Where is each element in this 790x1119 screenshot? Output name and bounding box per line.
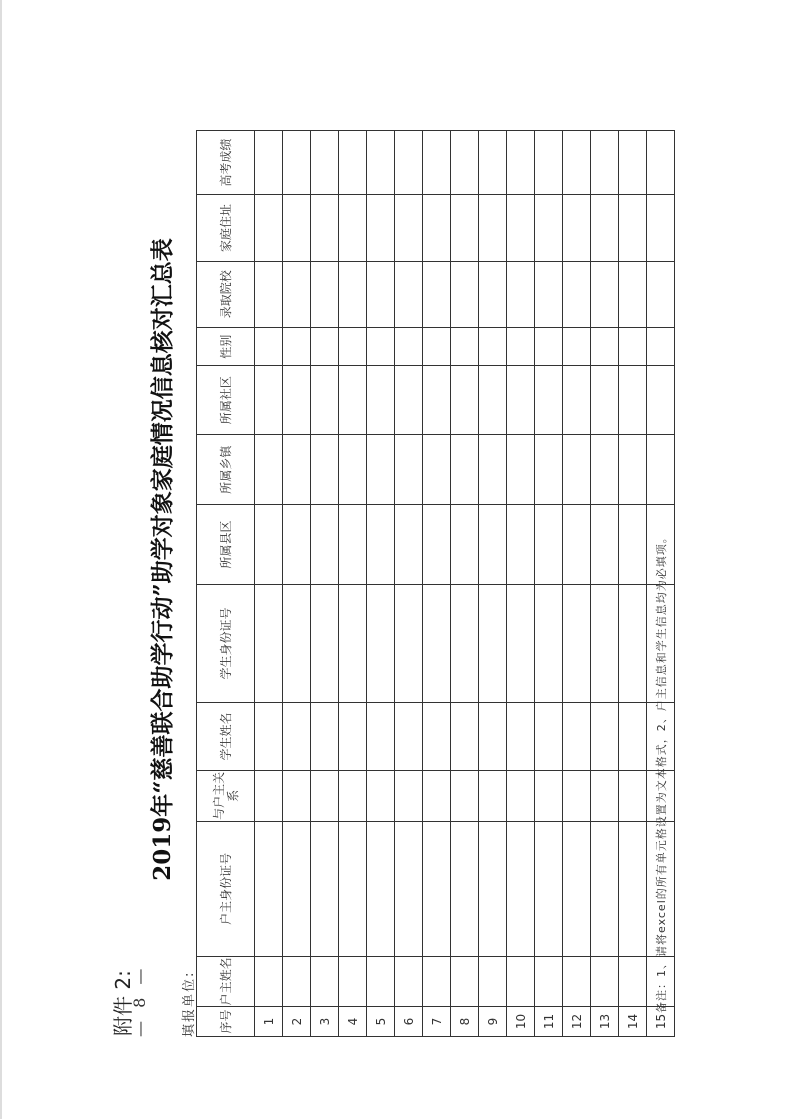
empty-cell — [311, 770, 339, 821]
table-row — [339, 131, 367, 1037]
empty-cell — [339, 366, 367, 434]
empty-cell — [339, 956, 367, 1006]
row-index-cell: 3 — [311, 1007, 339, 1037]
empty-cell — [423, 366, 451, 434]
page-number: — 8 — — [130, 964, 149, 1037]
empty-cell — [563, 703, 591, 770]
empty-cell — [591, 261, 619, 327]
column-header-home-address: 家庭住址 — [197, 195, 255, 261]
empty-cell — [647, 366, 675, 434]
empty-cell — [479, 584, 507, 703]
table-row — [563, 131, 591, 1037]
empty-cell — [395, 261, 423, 327]
empty-cell — [255, 822, 283, 957]
row-index-cell: 12 — [563, 1007, 591, 1037]
empty-cell — [619, 703, 647, 770]
empty-cell — [311, 131, 339, 195]
column-header-gender: 性别 — [197, 327, 255, 366]
empty-cell — [255, 703, 283, 770]
empty-cell — [591, 584, 619, 703]
empty-cell — [507, 366, 535, 434]
empty-cell — [507, 770, 535, 821]
empty-cell — [563, 327, 591, 366]
empty-cell — [535, 195, 563, 261]
empty-cell — [451, 434, 479, 505]
empty-cell — [479, 327, 507, 366]
empty-cell — [283, 434, 311, 505]
empty-cell — [395, 327, 423, 366]
empty-cell — [423, 434, 451, 505]
page-edge — [0, 0, 2, 1119]
empty-cell — [367, 505, 395, 584]
empty-cell — [535, 822, 563, 957]
empty-cell — [619, 770, 647, 821]
empty-cell — [563, 822, 591, 957]
reporting-unit-label: 填报单位: — [182, 970, 197, 1037]
footnote: 备注：1、请将excel的所有单元格设置为文本格式，2、户主信息和学生信息均为必填项。 — [655, 531, 668, 1013]
column-header-index: 序号 — [197, 1007, 255, 1037]
empty-cell — [563, 195, 591, 261]
empty-cell — [479, 131, 507, 195]
empty-cell — [563, 505, 591, 584]
empty-cell — [535, 131, 563, 195]
column-header-relation: 与户主关系 — [197, 770, 255, 821]
empty-cell — [479, 703, 507, 770]
table-row — [367, 131, 395, 1037]
empty-cell — [367, 584, 395, 703]
empty-cell — [535, 505, 563, 584]
column-header-householder-name: 户主姓名 — [197, 956, 255, 1006]
empty-cell — [451, 956, 479, 1006]
empty-cell — [311, 195, 339, 261]
empty-cell — [423, 822, 451, 957]
empty-cell — [591, 703, 619, 770]
empty-cell — [423, 584, 451, 703]
empty-cell — [563, 956, 591, 1006]
empty-cell — [339, 131, 367, 195]
empty-cell — [591, 822, 619, 957]
empty-cell — [311, 261, 339, 327]
table-row — [451, 131, 479, 1037]
empty-cell — [283, 131, 311, 195]
empty-cell — [535, 434, 563, 505]
document-title: 2019年“慈善联合助学行动”助学对象家庭情况信息核对汇总表 — [149, 238, 176, 881]
empty-cell — [367, 822, 395, 957]
table-row — [311, 131, 339, 1037]
row-index-cell: 1 — [255, 1007, 283, 1037]
empty-cell — [283, 505, 311, 584]
empty-cell — [507, 703, 535, 770]
empty-cell — [647, 434, 675, 505]
empty-cell — [395, 505, 423, 584]
empty-cell — [563, 584, 591, 703]
empty-cell — [395, 956, 423, 1006]
column-header-student-id: 学生身份证号 — [197, 584, 255, 703]
empty-cell — [619, 956, 647, 1006]
empty-cell — [283, 770, 311, 821]
empty-cell — [311, 366, 339, 434]
empty-cell — [255, 195, 283, 261]
empty-cell — [619, 131, 647, 195]
empty-cell — [423, 505, 451, 584]
empty-cell — [283, 822, 311, 957]
empty-cell — [591, 434, 619, 505]
empty-cell — [367, 366, 395, 434]
table-row — [283, 131, 311, 1037]
empty-cell — [255, 261, 283, 327]
empty-cell — [367, 327, 395, 366]
empty-cell — [479, 434, 507, 505]
empty-cell — [339, 703, 367, 770]
empty-cell — [255, 327, 283, 366]
table-row — [255, 131, 283, 1037]
empty-cell — [255, 434, 283, 505]
empty-cell — [507, 584, 535, 703]
empty-cell — [479, 366, 507, 434]
empty-cell — [535, 261, 563, 327]
empty-cell — [591, 956, 619, 1006]
empty-cell — [423, 131, 451, 195]
table-row — [591, 131, 619, 1037]
empty-cell — [283, 366, 311, 434]
empty-cell — [479, 822, 507, 957]
empty-cell — [423, 770, 451, 821]
empty-cell — [311, 822, 339, 957]
empty-cell — [395, 770, 423, 821]
empty-cell — [563, 261, 591, 327]
table-row — [479, 131, 507, 1037]
empty-cell — [255, 366, 283, 434]
empty-cell — [311, 434, 339, 505]
empty-cell — [395, 131, 423, 195]
empty-cell — [479, 505, 507, 584]
table-row — [535, 131, 563, 1037]
empty-cell — [339, 822, 367, 957]
column-header-community: 所属社区 — [197, 366, 255, 434]
empty-cell — [451, 327, 479, 366]
empty-cell — [647, 195, 675, 261]
attachment-label: 附件 2: — [111, 970, 135, 1036]
empty-cell — [283, 584, 311, 703]
empty-cell — [255, 770, 283, 821]
empty-cell — [367, 131, 395, 195]
empty-cell — [451, 505, 479, 584]
empty-cell — [311, 505, 339, 584]
table-header-row — [197, 131, 255, 1037]
empty-cell — [591, 195, 619, 261]
row-index-cell: 9 — [479, 1007, 507, 1037]
empty-cell — [339, 261, 367, 327]
empty-cell — [451, 195, 479, 261]
empty-cell — [451, 131, 479, 195]
empty-cell — [563, 770, 591, 821]
column-header-county: 所属县区 — [197, 505, 255, 584]
empty-cell — [423, 261, 451, 327]
empty-cell — [423, 956, 451, 1006]
empty-cell — [535, 956, 563, 1006]
table-row — [423, 131, 451, 1037]
empty-cell — [255, 584, 283, 703]
row-index-cell: 6 — [395, 1007, 423, 1037]
empty-cell — [563, 366, 591, 434]
empty-cell — [591, 770, 619, 821]
empty-cell — [339, 195, 367, 261]
empty-cell — [367, 261, 395, 327]
empty-cell — [619, 434, 647, 505]
empty-cell — [395, 366, 423, 434]
empty-cell — [339, 327, 367, 366]
empty-cell — [507, 131, 535, 195]
empty-cell — [451, 584, 479, 703]
empty-cell — [339, 505, 367, 584]
empty-cell — [535, 703, 563, 770]
row-index-cell: 11 — [535, 1007, 563, 1037]
empty-cell — [647, 327, 675, 366]
empty-cell — [255, 956, 283, 1006]
empty-cell — [479, 770, 507, 821]
empty-cell — [283, 261, 311, 327]
column-header-student-name: 学生姓名 — [197, 703, 255, 770]
empty-cell — [535, 770, 563, 821]
empty-cell — [591, 505, 619, 584]
empty-cell — [451, 261, 479, 327]
empty-cell — [451, 703, 479, 770]
empty-cell — [619, 822, 647, 957]
empty-cell — [311, 956, 339, 1006]
empty-cell — [647, 131, 675, 195]
row-index-cell: 7 — [423, 1007, 451, 1037]
empty-cell — [339, 770, 367, 821]
empty-cell — [255, 505, 283, 584]
table-row — [395, 131, 423, 1037]
row-index-cell: 14 — [619, 1007, 647, 1037]
empty-cell — [423, 327, 451, 366]
empty-cell — [619, 327, 647, 366]
empty-cell — [479, 195, 507, 261]
row-index-cell: 10 — [507, 1007, 535, 1037]
empty-cell — [619, 195, 647, 261]
row-index-cell: 15 — [647, 1007, 675, 1037]
row-index-cell: 13 — [591, 1007, 619, 1037]
empty-cell — [255, 131, 283, 195]
row-index-cell: 8 — [451, 1007, 479, 1037]
empty-cell — [507, 261, 535, 327]
empty-cell — [395, 195, 423, 261]
empty-cell — [283, 703, 311, 770]
empty-cell — [339, 584, 367, 703]
empty-cell — [395, 703, 423, 770]
column-header-township: 所属乡镇 — [197, 434, 255, 505]
row-index-cell: 4 — [339, 1007, 367, 1037]
column-header-admitted-school: 录取院校 — [197, 261, 255, 327]
empty-cell — [451, 366, 479, 434]
column-header-householder-id: 户主身份证号 — [197, 822, 255, 957]
empty-cell — [367, 195, 395, 261]
empty-cell — [367, 434, 395, 505]
empty-cell — [479, 261, 507, 327]
empty-cell — [535, 366, 563, 434]
empty-cell — [507, 822, 535, 957]
summary-table — [196, 130, 675, 1037]
empty-cell — [479, 956, 507, 1006]
empty-cell — [311, 703, 339, 770]
empty-cell — [367, 770, 395, 821]
empty-cell — [619, 366, 647, 434]
empty-cell — [283, 195, 311, 261]
empty-cell — [507, 505, 535, 584]
empty-cell — [507, 434, 535, 505]
empty-cell — [507, 956, 535, 1006]
table-row — [507, 131, 535, 1037]
empty-cell — [507, 195, 535, 261]
empty-cell — [451, 822, 479, 957]
empty-cell — [283, 327, 311, 366]
empty-cell — [535, 584, 563, 703]
empty-cell — [367, 956, 395, 1006]
table-row — [619, 131, 647, 1037]
empty-cell — [563, 434, 591, 505]
empty-cell — [423, 195, 451, 261]
column-header-exam-score: 高考成绩 — [197, 131, 255, 195]
empty-cell — [283, 956, 311, 1006]
empty-cell — [311, 584, 339, 703]
empty-cell — [591, 131, 619, 195]
empty-cell — [563, 131, 591, 195]
empty-cell — [591, 327, 619, 366]
empty-cell — [619, 261, 647, 327]
empty-cell — [339, 434, 367, 505]
row-index-cell: 2 — [283, 1007, 311, 1037]
empty-cell — [451, 770, 479, 821]
empty-cell — [395, 434, 423, 505]
empty-cell — [395, 822, 423, 957]
empty-cell — [619, 584, 647, 703]
empty-cell — [507, 327, 535, 366]
table-body — [255, 131, 675, 1037]
empty-cell — [423, 703, 451, 770]
row-index-cell: 5 — [367, 1007, 395, 1037]
empty-cell — [367, 703, 395, 770]
empty-cell — [395, 584, 423, 703]
empty-cell — [311, 327, 339, 366]
empty-cell — [647, 261, 675, 327]
empty-cell — [619, 505, 647, 584]
empty-cell — [591, 366, 619, 434]
empty-cell — [535, 327, 563, 366]
